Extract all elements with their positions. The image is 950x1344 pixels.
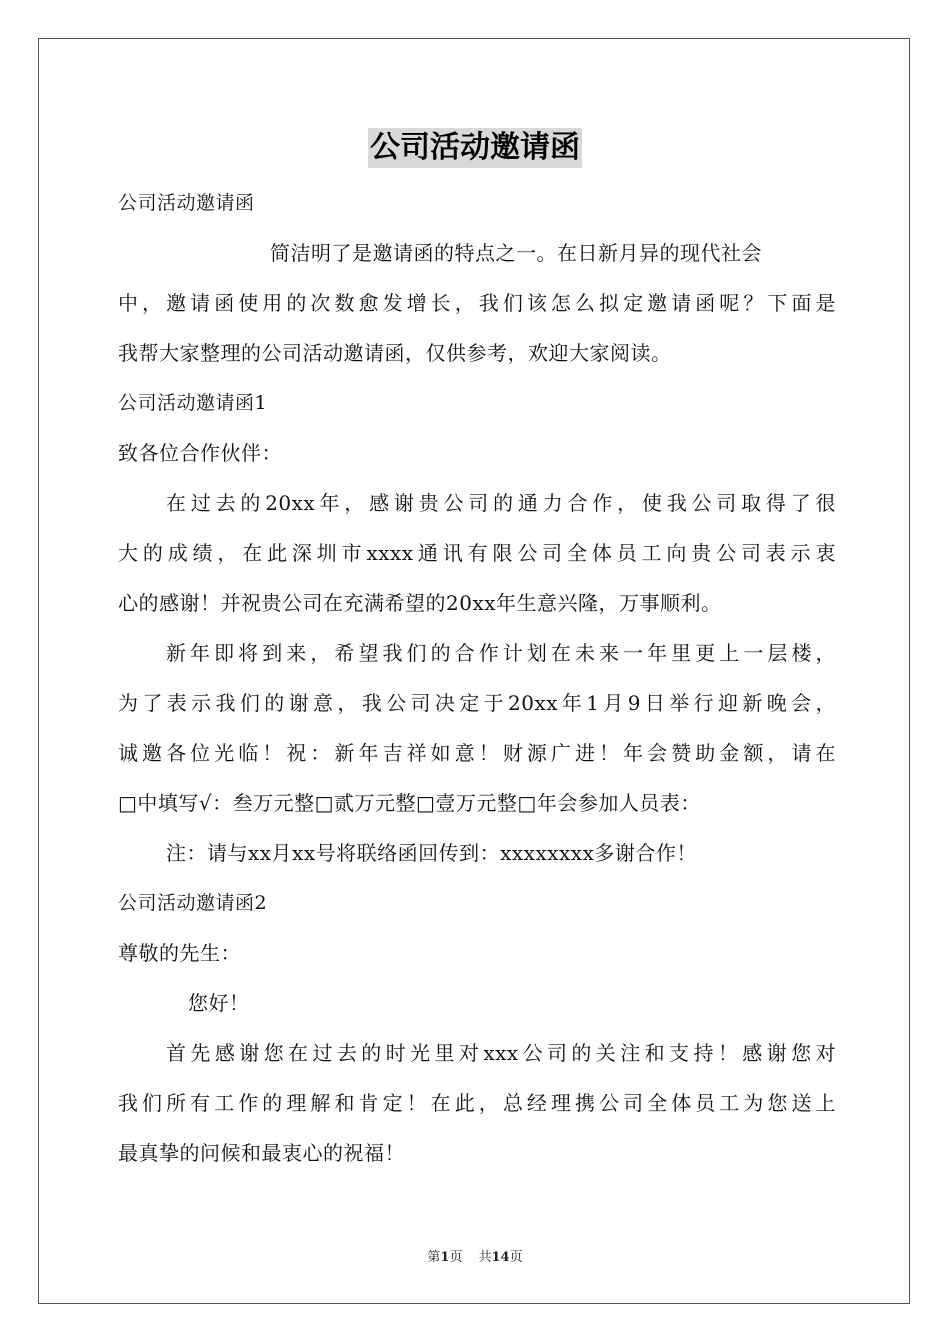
page-footer xyxy=(0,1246,950,1265)
paragraph-line: 大的成绩，在此深圳市xxxx通讯有限公司全体员工向贵公司表示衷 xyxy=(118,541,836,565)
title-container xyxy=(0,128,950,168)
paragraph-line: 为了表示我们的谢意，我公司决定于20xx年1月9日举行迎新晚会， xyxy=(118,691,836,715)
paragraph-line: 最真挚的问候和最衷心的祝福！ xyxy=(118,1141,405,1165)
page-suffix: 页 xyxy=(449,1250,463,1265)
page-number: 1 xyxy=(440,1250,450,1265)
salutation: 致各位合作伙伴： xyxy=(118,441,282,465)
page-prefix: 第 xyxy=(427,1250,441,1265)
note-line: 注：请与xx月xx号将联络函回传到：xxxxxxxx多谢合作！ xyxy=(166,841,697,865)
intro-line: 我帮大家整理的公司活动邀请函，仅供参考，欢迎大家阅读。 xyxy=(118,341,672,365)
section-heading: 公司活动邀请函 xyxy=(118,192,255,214)
total-suffix: 页 xyxy=(509,1250,523,1265)
paragraph-line: 新年即将到来，希望我们的合作计划在未来一年里更上一层楼， xyxy=(166,641,836,665)
paragraph-line: 我们所有工作的理解和肯定！在此，总经理携公司全体员工为您送上 xyxy=(118,1091,836,1115)
greeting: 您好！ xyxy=(188,991,250,1015)
document-title: 公司活动邀请函 xyxy=(368,128,582,168)
paragraph-line: 在过去的20xx年，感谢贵公司的通力合作，使我公司取得了很 xyxy=(166,491,836,515)
total-prefix: 共 xyxy=(478,1250,492,1265)
paragraph-line: □中填写√：叁万元整□贰万元整□壹万元整□年会参加人员表： xyxy=(118,791,701,815)
page-total: 14 xyxy=(491,1250,510,1265)
paragraph-line: 诚邀各位光临！祝：新年吉祥如意！财源广进！年会赞助金额，请在 xyxy=(118,741,836,765)
intro-line: 简洁明了是邀请函的特点之一。在日新月异的现代社会 xyxy=(270,241,762,265)
intro-line: 中，邀请函使用的次数愈发增长，我们该怎么拟定邀请函呢？下面是 xyxy=(118,291,836,315)
section-heading-1: 公司活动邀请函1 xyxy=(118,392,268,414)
salutation: 尊敬的先生： xyxy=(118,941,241,965)
document-body xyxy=(118,178,836,1178)
paragraph-line: 心的感谢！并祝贵公司在充满希望的20xx年生意兴隆，万事顺利。 xyxy=(118,591,722,615)
paragraph-line: 首先感谢您在过去的时光里对xxx公司的关注和支持！感谢您对 xyxy=(166,1041,836,1065)
section-heading-2: 公司活动邀请函2 xyxy=(118,892,268,914)
